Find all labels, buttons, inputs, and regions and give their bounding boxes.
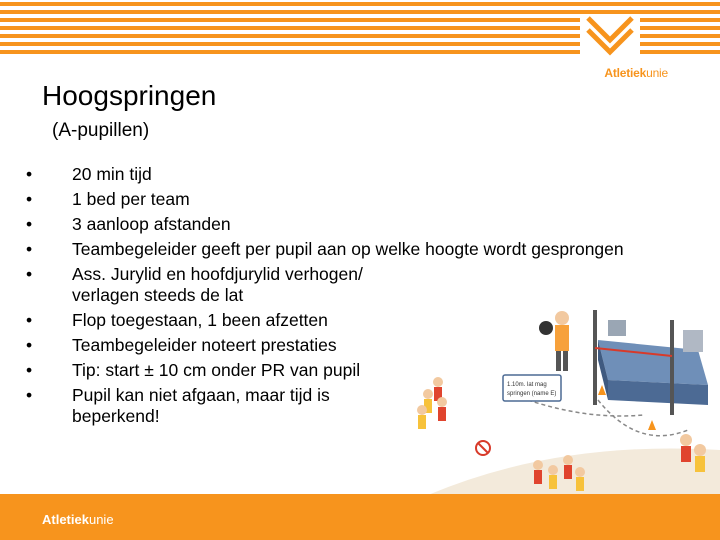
footer-brand-bold: Atletiek bbox=[42, 512, 89, 527]
brand-logo-footer bbox=[42, 512, 114, 527]
bullet-item: • Teambegeleider noteert prestaties bbox=[26, 335, 626, 356]
bullet-item: • Tip: start ± 10 cm onder PR van pupil bbox=[26, 360, 626, 381]
sign-text-line2: springen (name E) bbox=[507, 391, 557, 397]
brand-logo-top bbox=[604, 66, 668, 80]
bullet-item: • Ass. Jurylid en hoofdjurylid verhogen/ verlagen steeds de lat bbox=[26, 264, 402, 306]
footer-brand-light: unie bbox=[88, 512, 114, 527]
sign-text-line1: 1.10m. lat mag bbox=[507, 382, 547, 388]
brand-name-bold: Atletiek bbox=[604, 66, 647, 80]
bullet-item: • 3 aanloop afstanden bbox=[26, 214, 626, 235]
high-jump-illustration bbox=[408, 290, 720, 495]
bullet-item: • 1 bed per team bbox=[26, 189, 626, 210]
bullet-item: • 20 min tijd bbox=[26, 164, 626, 185]
footer-bar bbox=[0, 494, 720, 540]
bullet-item: • Pupil kan niet afgaan, maar tijd is beperkend! bbox=[26, 385, 372, 427]
slide-subtitle: (A-pupillen) bbox=[52, 120, 150, 141]
bullet-item: • Teambegeleider geeft per pupil aan op welke hoogte wordt gesprongen bbox=[26, 239, 626, 260]
atletiekunie-logo-icon bbox=[580, 14, 640, 64]
brand-name-light: unie bbox=[646, 66, 668, 80]
bullet-item: • Flop toegestaan, 1 been afzetten bbox=[26, 310, 626, 331]
slide-title: Hoogspringen bbox=[42, 80, 217, 111]
